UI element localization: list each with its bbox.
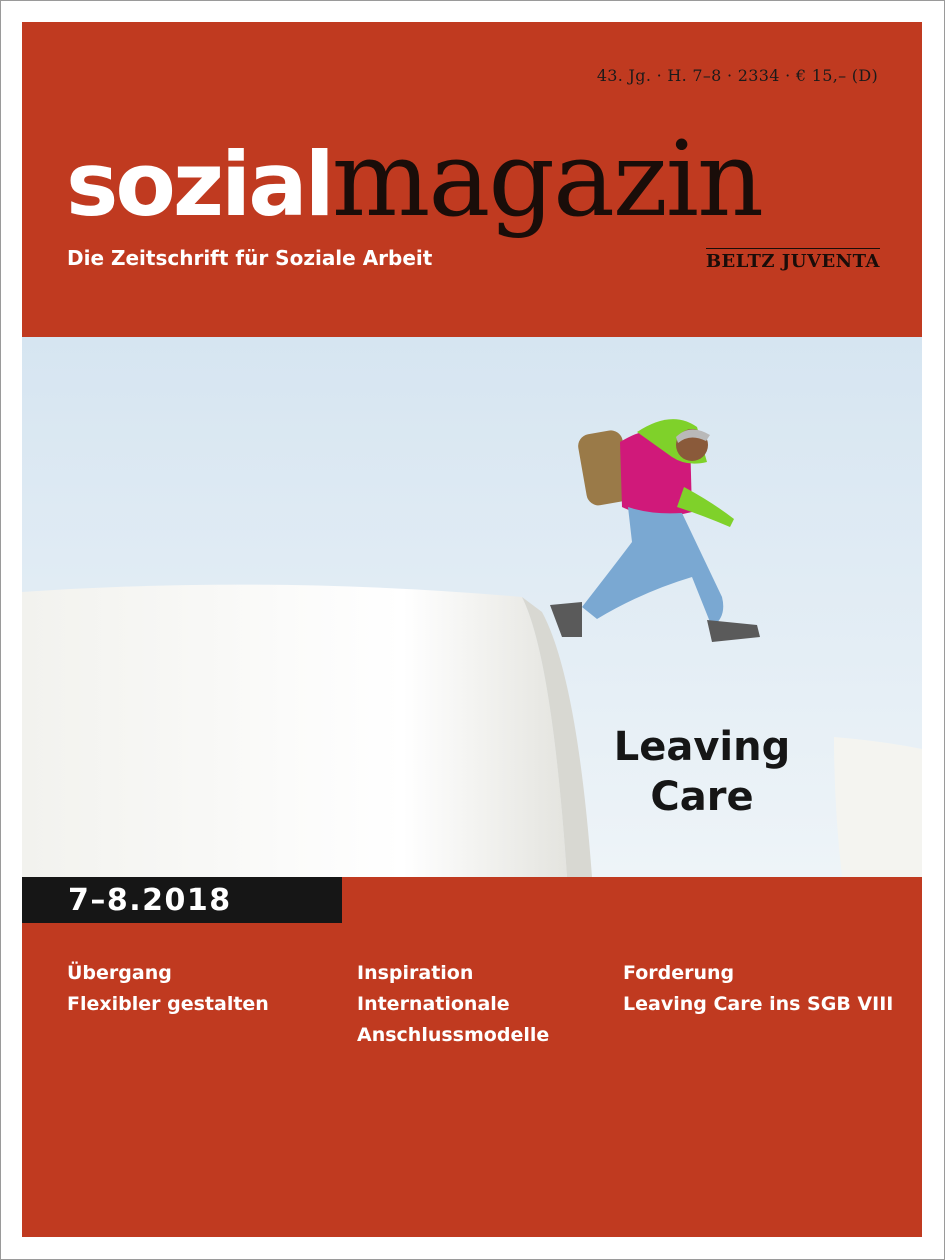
masthead-magazin: magazin [331, 118, 762, 240]
toc-desc: Internationale [357, 993, 510, 1015]
issue-date-band [22, 877, 342, 923]
magazine-cover [22, 22, 922, 1237]
issue-date: 7–8.2018 [68, 883, 232, 918]
publisher-logo: BELTZ JUVENTA [706, 248, 880, 272]
toc-item-forderung [623, 958, 893, 1020]
toc-item-inspiration [357, 958, 549, 1051]
toc-title: Forderung [623, 962, 735, 984]
toc-item-uebergang [67, 958, 269, 1020]
toc-desc: Flexibler gestalten [67, 993, 269, 1015]
concrete-wall-left [22, 585, 567, 877]
toc-title: Inspiration [357, 962, 474, 984]
headline-line-2: Care [650, 774, 754, 820]
toc-title: Übergang [67, 962, 172, 984]
concrete-wall-right [834, 737, 922, 877]
masthead-sozial: sozial [66, 133, 332, 236]
issue-meta: 43. Jg. · H. 7–8 · 2334 · € 15,– (D) [596, 66, 878, 85]
toc-desc: Leaving Care ins SGB VIII [623, 993, 894, 1015]
headline-line-1: Leaving [613, 724, 791, 770]
cover-headline [562, 722, 842, 822]
magazine-subtitle: Die Zeitschrift für Soziale Arbeit [67, 246, 433, 270]
toc-desc: Anschlussmodelle [357, 1024, 550, 1046]
masthead [66, 118, 762, 238]
